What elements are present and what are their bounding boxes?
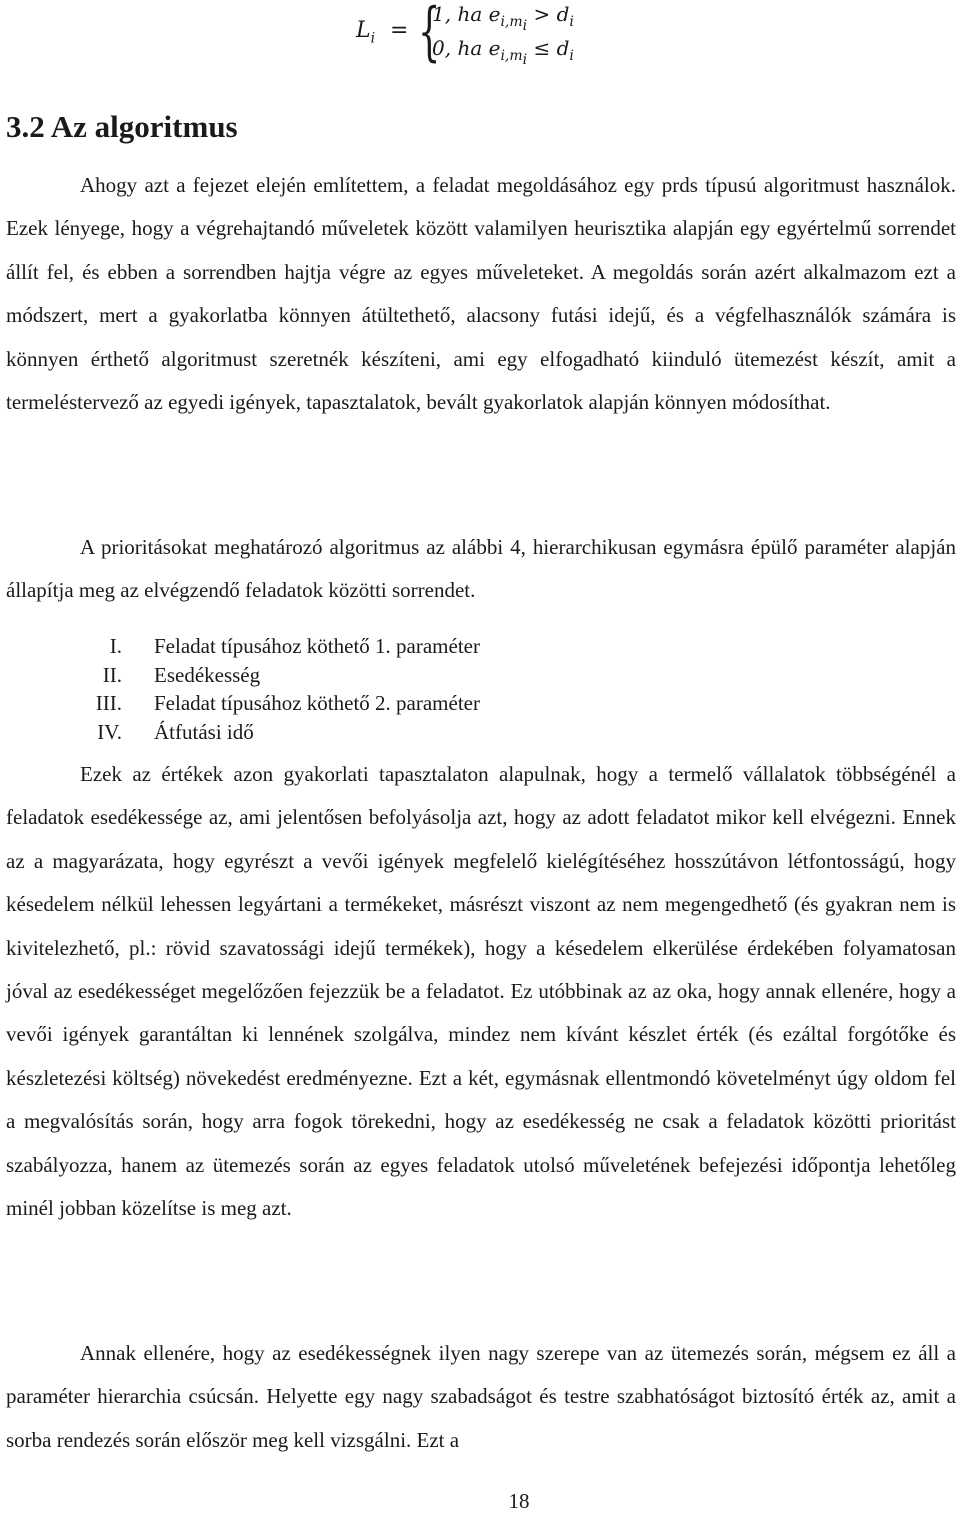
paragraph-explanation: Ezek az értékek azon gyakorlati tapasztalaton alapulnak, hogy a termelő vállalatok többségénél a feladatok esedékessége az, ami jelentősen befolyásolja azt, hogy az adott feladatot mikor kell elvégezni. Ennek az a magyarázata, hogy egyrészt a vevői igények megfelelő kielégítéséhez hosszútávon létfontosságú, hogy késedelem nélkül lehessen legyártani a termékeket, másrészt viszont az nem megengedhető (és gyakran nem is kivitelezhető, pl.: rövid szavatossági idejű termékek), hogy a késedelem elkerülése érdekében folyamatosan jóval az esedékességet megelőzően fejezzük be a feladatot. Ez utóbbinak az az oka, hogy annak ellenére, hogy a vevői igények garantáltan ki lennének szolgálva, mindez nem kívánt készlet érték (és ezáltal forgótőke és készletezési költség) növekedést eredményezne. Ezt a két, egymásnak ellentmondó követelményt úgy oldom fel a megvalósítás során, hogy arra fogok törekedni, hogy az esedékesség ne csak a feladatok közötti prioritást szabályozza, hanem az ütemezés során az egyes feladatok utolsó műveletének befejezési időpontja lehetőleg minél jobban közelítse is meg azt.: [6, 762, 956, 1221]
list-item: II. Esedékesség: [102, 662, 261, 687]
page-number: 18: [508, 1489, 530, 1513]
formula-equals: =: [390, 18, 409, 43]
formula-case-2: 0, ha $e_{i,m_i} \le d_i$: [432, 36, 574, 68]
formula-case-1: 1, ha $e_{i,m_i} > d_i$: [432, 2, 574, 34]
section-heading: 3.2 Az algoritmus: [6, 109, 238, 144]
paragraph-intro: Ahogy azt a fejezet elején említettem, a feladat megoldásához egy prds típusú algoritmust használok. Ezek lényege, hogy a végrehajtandó műveletek között valamilyen heurisztika alapján egy egyértelmű sorrendet állít fel, és ebben a sorrendben hajtja végre az egyes műveleteket. A megoldás során azért alkalmazom ezt a módszert, mert a gyakorlatba könnyen átültethető, alacsony futási idejű, és a végfelhasználók számára is könnyen érthető algoritmust szeretnék készíteni, ami egy elfogadható kiinduló ütemezést készít, amit a termeléstervező az egyedi igények, tapasztalatok, bevált gyakorlatok alapján könnyen módosíthat.: [6, 173, 956, 415]
formula-lhs: $L_i$: [356, 18, 376, 47]
paragraph-priorities: A prioritásokat meghatározó algoritmus az alábbi 4, hierarchikusan egymásra épülő paraméter alapján állapítja meg az elvégzendő feladatok közötti sorrendet.: [6, 535, 956, 603]
list-item: IV. Átfutási idő: [97, 719, 254, 744]
formula-brace: {: [418, 0, 441, 69]
list-item: I. Feladat típusához köthető 1. paraméter: [109, 634, 480, 658]
indicator-formula: [356, 0, 656, 70]
list-item: III. Feladat típusához köthető 2. paraméter: [95, 691, 480, 715]
parameter-list: [60, 632, 480, 746]
paragraph-hierarchy: Annak ellenére, hogy az esedékességnek ilyen nagy szerepe van az ütemezés során, mégsem ez áll a paraméter hierarchia csúcsán. Helyette egy nagy szabadságot és testre szabhatóságot biztosító érték az, amit a sorba rendezés során először meg kell vizsgálni. Ezt a: [6, 1341, 956, 1452]
